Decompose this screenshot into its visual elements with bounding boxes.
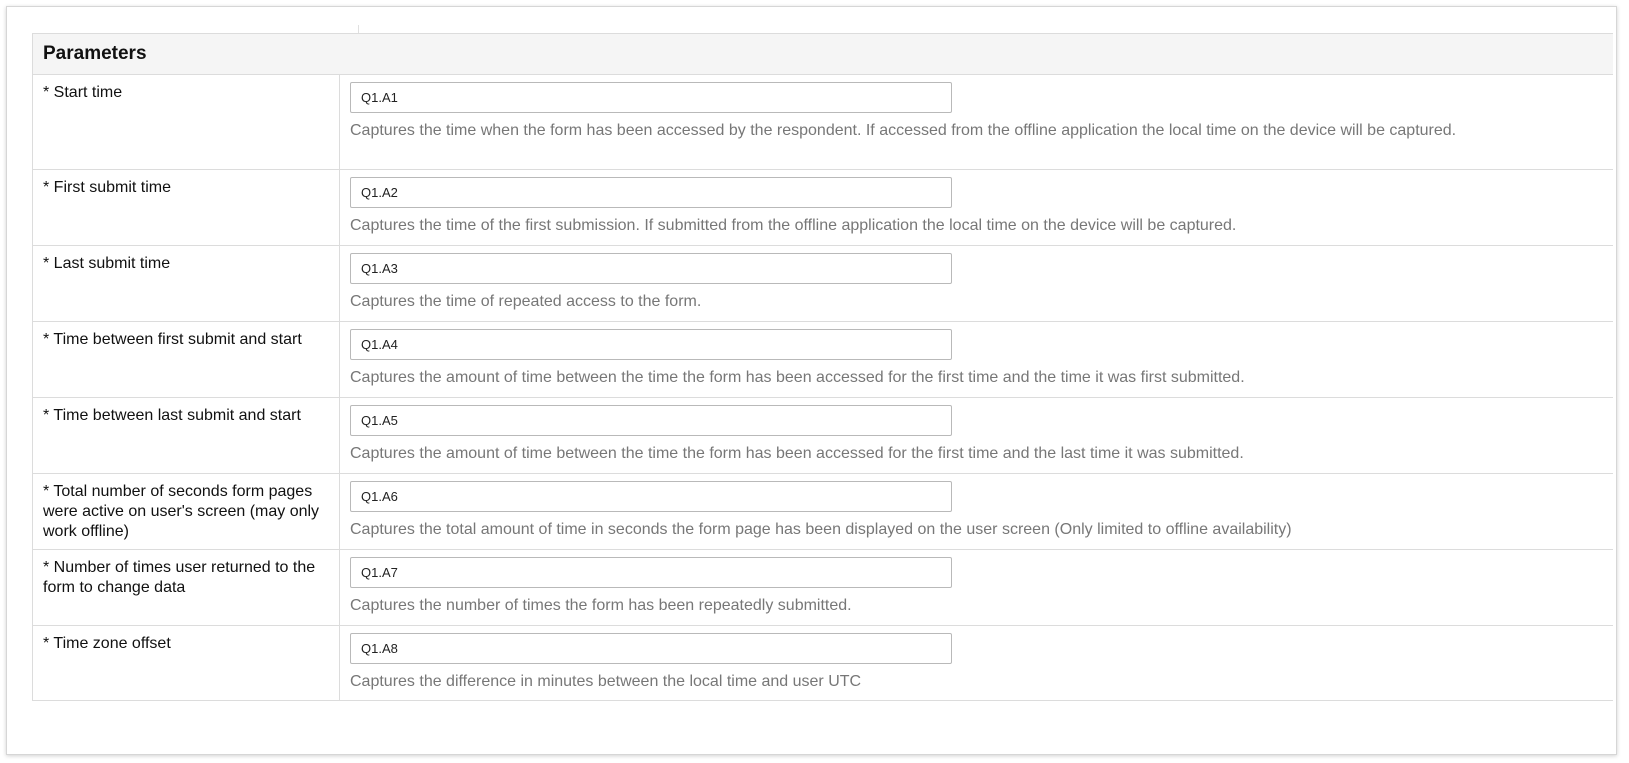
section-title: Parameters <box>33 33 1613 75</box>
parameter-value-cell <box>340 75 1613 169</box>
parameter-row-time-zone-offset <box>33 626 1613 701</box>
last-submit-time-input[interactable] <box>350 253 952 284</box>
parameter-row-first-submit-time <box>33 170 1613 246</box>
time-first-submit-start-input[interactable] <box>350 329 952 360</box>
column-divider <box>358 25 359 33</box>
parameter-row-time-first-submit-start <box>33 322 1613 398</box>
parameter-row-last-submit-time <box>33 246 1613 322</box>
parameter-help: Captures the number of times the form has been repeatedly submitted. <box>350 597 852 614</box>
time-zone-offset-input[interactable] <box>350 633 952 664</box>
parameter-value-cell <box>340 170 1613 245</box>
parameter-value-cell <box>340 474 1613 549</box>
parameter-help: Captures the time of the first submission. If submitted from the offline application the local time on the device will be captured. <box>350 217 1237 234</box>
parameter-row-total-seconds-active <box>33 474 1613 550</box>
parameter-value-cell <box>340 322 1613 397</box>
parameters-table <box>32 33 1613 701</box>
parameter-label: * Last submit time <box>33 246 340 321</box>
parameter-label: * Time between last submit and start <box>33 398 340 473</box>
parameter-value-cell <box>340 626 1613 700</box>
parameters-panel <box>6 6 1617 755</box>
parameter-value-cell <box>340 550 1613 625</box>
parameter-help: Captures the difference in minutes between the local time and user UTC <box>350 673 862 690</box>
start-time-input[interactable] <box>350 82 952 113</box>
parameter-help: Captures the time of repeated access to the form. <box>350 293 702 310</box>
total-seconds-active-input[interactable] <box>350 481 952 512</box>
first-submit-time-input[interactable] <box>350 177 952 208</box>
parameter-help: Captures the amount of time between the time the form has been accessed for the first time and the time it was first submitted. <box>350 369 1245 386</box>
parameter-value-cell <box>340 398 1613 473</box>
parameter-help: Captures the amount of time between the time the form has been accessed for the first time and the last time it was submitted. <box>350 445 1244 462</box>
parameter-row-time-last-submit-start <box>33 398 1613 474</box>
parameter-row-start-time <box>33 75 1613 170</box>
parameter-value-cell <box>340 246 1613 321</box>
parameter-help: Captures the time when the form has been accessed by the respondent. If accessed from the offline application the local time on the device will be captured. <box>350 122 1457 139</box>
parameter-label: * Time zone offset <box>33 626 340 700</box>
parameter-label: * Number of times user returned to the form to change data <box>33 550 340 625</box>
parameter-label: * First submit time <box>33 170 340 245</box>
parameter-label: * Total number of seconds form pages were active on user's screen (may only work offline) <box>33 474 340 549</box>
top-spacer <box>32 7 1607 33</box>
time-last-submit-start-input[interactable] <box>350 405 952 436</box>
parameter-help: Captures the total amount of time in seconds the form page has been displayed on the user screen (Only limited to offline availability) <box>350 521 1292 538</box>
times-returned-input[interactable] <box>350 557 952 588</box>
parameter-label: * Start time <box>33 75 340 169</box>
parameter-label: * Time between first submit and start <box>33 322 340 397</box>
parameter-row-times-returned <box>33 550 1613 626</box>
